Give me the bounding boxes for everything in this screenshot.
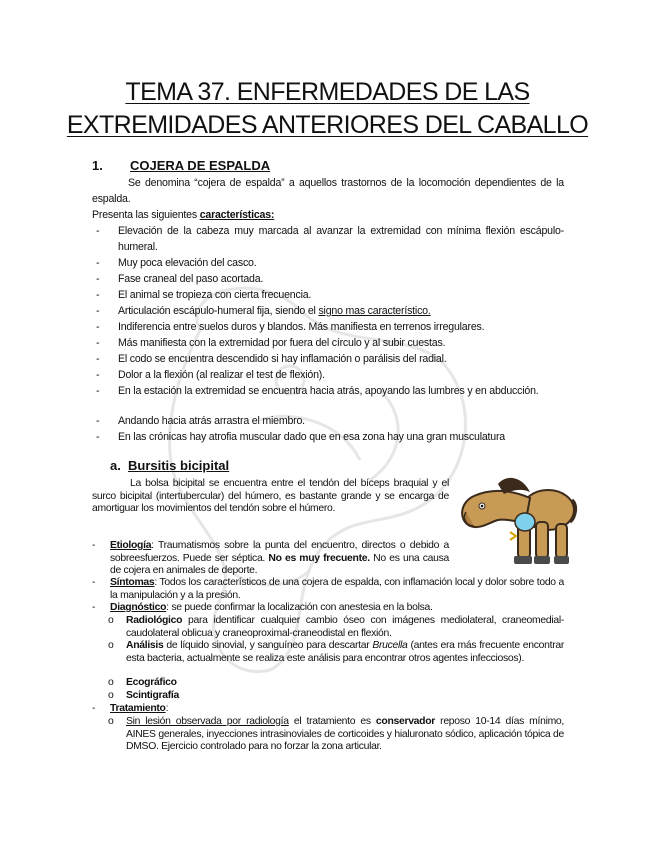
analisis-text: de líquido sinovial, y sanguíneo para descartar <box>163 640 373 651</box>
list-item: - En la estación la extremidad se encuentra hacia atrás, apoyando las lumbres y en abducción. <box>96 384 564 400</box>
list-item-text: Indiferencia entre suelos duros y blandos. Más manifiesta en terrenos irregulares. <box>118 321 485 333</box>
horse-cartoon-illustration <box>452 470 578 570</box>
list-item-text: En las crónicas hay atrofia muscular dado que en esa zona hay una gran musculatura <box>118 431 505 443</box>
sintomas-label: Síntomas <box>110 577 155 588</box>
tratamiento-item: - Tratamiento: <box>92 703 169 714</box>
list-item: - Dolor a la flexión (al realizar el test de flexión). <box>96 368 564 384</box>
list-item: - Elevación de la cabeza muy marcada al avanzar la extremidad con mínima flexión escápulo-humeral. <box>96 224 564 255</box>
characteristics-label: características: <box>199 209 275 221</box>
radio-label: Radiológico <box>126 615 183 626</box>
subsection-heading-text: Bursitis bicipital <box>128 458 230 473</box>
radio-text: para identificar cualquier cambio óseo con imágenes mediolateral, craneomedial-caudolateral oblicua y craneoproximal-craneodistal en flexión. <box>126 615 564 639</box>
list-item-text: Muy poca elevación del casco. <box>118 257 257 269</box>
eco-label: Ecográfico <box>126 677 177 688</box>
etiologia-text: : Traumatismos sobre la punta del encuentro, directos o debido a sobreesfuerzos. Puede ser séptica. <box>110 540 449 564</box>
trat-text1: el tratamiento es <box>288 716 376 727</box>
bursitis-intro: La bolsa bicipital se encuentra entre el tendón del bíceps braquial y el surco bicipital (intertubercular) del húmero, es bastante grande y se encarga de amortiguar los movimientos del tendón sobre el húmero. <box>92 478 449 514</box>
characteristics-lead <box>92 208 274 224</box>
section-heading-cojera <box>92 158 270 173</box>
section-intro: Se denomina “cojera de espalda” a aquellos trastornos de la locomoción dependientes de la espalda. <box>92 177 564 205</box>
etiologia-bold: No es muy frecuente. <box>268 552 370 564</box>
characteristics-lead-text: Presenta las siguientes <box>92 209 200 221</box>
tratamiento-conservador: o Sin lesión observada por radiología el tratamiento es conservador reposo 10-14 días mínimo, AINES generales, inyecciones intrasinoviales de corticoides y hialuronato sódico, aplicación tópica de DMSO. Ejercicio controlado para no forzar la zona articular. <box>108 716 564 752</box>
etiologia-item: - Etiología: Traumatismos sobre la punta del encuentro, directos o debido a sobreesfuerzos. Puede ser séptica. No es muy frecuente. No es una causa de cojera en animales de deporte. <box>92 540 449 576</box>
sintomas-text: : Todos los característicos de una cojera de espalda, con inflamación local y dolor sobre todo a la manipulación y a la presión. <box>110 577 564 601</box>
trat-text2: reposo 10-14 días mínimo, AINES generales, inyecciones intrasinoviales de corticoides y hialuronato sódico, aplicación tópica de DMSO. Ejercicio controlado para no forzar la zona articular. <box>126 716 564 752</box>
list-item-text: El animal se tropieza con cierta frecuencia. <box>118 289 312 301</box>
list-item: - El codo se encuentra descendido si hay inflamación o parálisis del radial. <box>96 352 564 368</box>
diagnostico-analisis: o Análisis de líquido sinovial, y sanguíneo para descartar Brucella (antes era más frecuente encontrar esta bacteria, actualmente se realiza este análisis para encontrar otros agentes infecciosos). <box>108 640 564 664</box>
title-line-2: EXTREMIDADES ANTERIORES DEL CABALLO <box>66 111 589 139</box>
etiologia-end: No es una causa de cojera en animales de deporte. <box>110 552 449 576</box>
list-item-text: En la estación la extremidad se encuentra hacia atrás, apoyando las lumbres y en abducción. <box>118 385 539 397</box>
list-item: - Andando hacia atrás arrastra el miembro. <box>96 414 564 430</box>
list-item: - Articulación escápulo-humeral fija, siendo el signo mas característico. <box>96 305 431 317</box>
subsection-heading-bursitis <box>110 458 229 473</box>
trat-bold: conservador <box>375 716 435 727</box>
etiologia-label: Etiología <box>110 540 152 551</box>
diagnostico-text: : se puede confirmar la localización con anestesia en la bolsa. <box>166 602 433 613</box>
list-item: - Indiferencia entre suelos duros y blandos. Más manifiesta en terrenos irregulares. <box>96 320 564 336</box>
list-item-text: Dolor a la flexión (al realizar el test de flexión). <box>118 369 325 381</box>
list-item-text: Elevación de la cabeza muy marcada al avanzar la extremidad con mínima flexión escápulo-humeral. <box>118 225 564 253</box>
tratamiento-label: Tratamiento <box>110 703 166 714</box>
sintomas-item: - Síntomas: Todos los característicos de una cojera de espalda, con inflamación local y dolor sobre todo a la manipulación y a la presión. <box>92 577 564 601</box>
section-heading-text: COJERA DE ESPALDA <box>130 158 271 173</box>
diagnostico-radiologico: o Radiológico para identificar cualquier cambio óseo con imágenes mediolateral, craneomedial-caudolateral oblicua y craneoproximal-craneodistal en flexión. <box>108 615 564 639</box>
page-title <box>40 76 615 142</box>
list-item: - El animal se tropieza con cierta frecuencia. <box>96 288 564 304</box>
signo-highlight: signo mas característico. <box>318 305 431 317</box>
analisis-italic: Brucella <box>372 640 408 651</box>
list-item-text: Más manifiesta con la extremidad por fuera del círculo y al subir cuestas. <box>118 337 446 349</box>
analisis-label: Análisis <box>126 640 164 651</box>
subsection-letter: a. <box>110 458 121 473</box>
section-number: 1. <box>92 158 103 173</box>
list-item-text: Fase craneal del paso acortada. <box>118 273 264 285</box>
list-item-text: Andando hacia atrás arrastra el miembro. <box>118 415 305 427</box>
list-item: - Más manifiesta con la extremidad por fuera del círculo y al subir cuestas. <box>96 336 564 352</box>
diagnostico-scintigrafia: o Scintigrafía <box>108 690 564 703</box>
trat-sub-label: Sin lesión observada por radiología <box>126 716 289 727</box>
title-line-1: TEMA 37. ENFERMEDADES DE LAS <box>125 78 530 106</box>
list-item: - Fase craneal del paso acortada. <box>96 272 564 288</box>
diagnostico-ecografico: o Ecográfico <box>108 677 564 690</box>
analisis-end: (antes era más frecuente encontrar esta bacteria, actualmente se realiza este análisis para encontrar otros agentes infecciosos). <box>126 640 564 664</box>
scinti-label: Scintigrafía <box>126 690 179 701</box>
diagnostico-label: Diagnóstico <box>110 602 167 613</box>
list-item: - En las crónicas hay atrofia muscular dado que en esa zona hay una gran musculatura <box>96 430 564 446</box>
list-item-text: Articulación escápulo-humeral fija, siendo el <box>118 305 319 317</box>
list-item: - Muy poca elevación del casco. <box>96 256 564 272</box>
diagnostico-item: - Diagnóstico: se puede confirmar la localización con anestesia en la bolsa. <box>92 602 433 613</box>
list-item-text: El codo se encuentra descendido si hay inflamación o parálisis del radial. <box>118 353 447 365</box>
